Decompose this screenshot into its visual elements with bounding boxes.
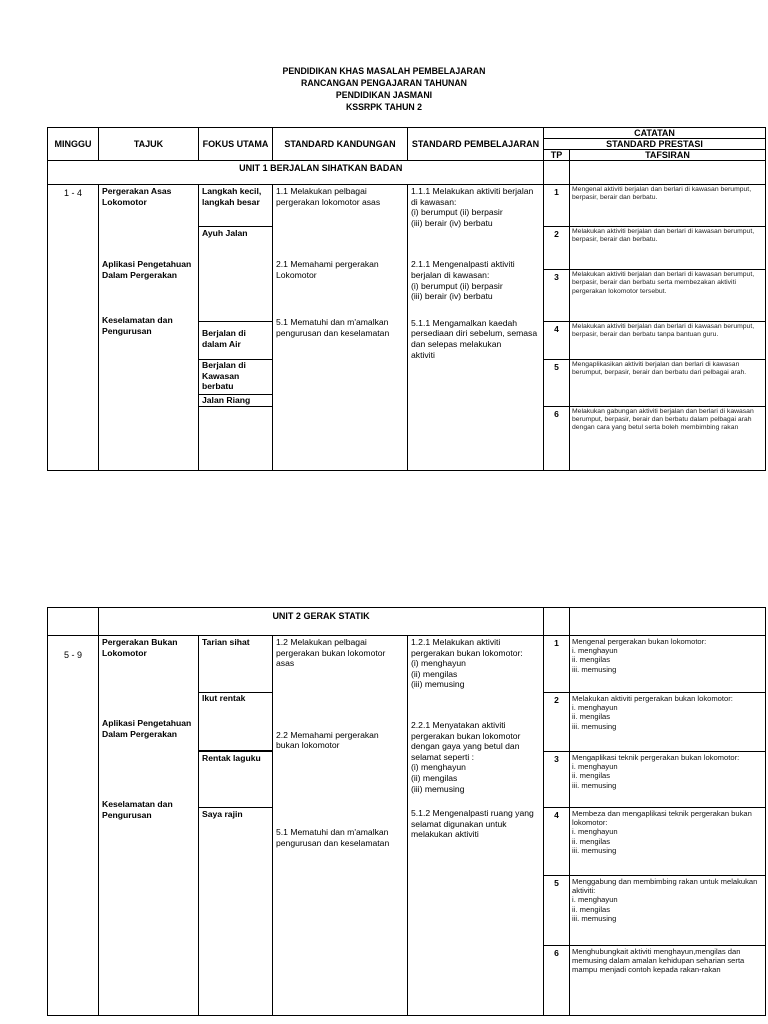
header-fokus: FOKUS UTAMA [199,128,273,161]
title-line: KSSRPK TAHUN 2 [345,102,423,113]
pembelajaran-line: (iii) berair (iv) berbatu [411,291,493,302]
pembelajaran-line: (iii) berair (iv) berbatu [411,217,493,228]
tafsiran-line: i. menghayun [572,827,618,837]
tafsiran-text: Mengaplikasikan aktiviti berjalan dan berlari di kawasan berumput, berpasir, berair dan berbatu dari pelbagai arah. [570,360,766,407]
tp-number: 5 [544,876,570,946]
tp-number: 5 [544,360,570,407]
kandungan-item: 5.1 Mematuhi dan m'amalkan pengurusan dan keselamatan [276,826,390,848]
tp-number: 6 [544,406,570,470]
tp-number: 2 [544,227,570,270]
tajuk-item: Pergerakan Bukan Lokomotor [102,637,178,658]
tafsiran-text [570,693,766,752]
title-line: RANCANGAN PENGAJARAN TAHUNAN [301,78,467,89]
tafsiran-text [570,752,766,808]
tafsiran-line: i. menghayun [572,646,618,656]
pembelajaran-line: 2.2.1 Menyatakan aktiviti pergerakan bukan lokomotor dengan gaya yang betul dan selamat seperti : [411,719,521,762]
tp-number: 1 [544,636,570,693]
header-catatan: CATATAN [544,128,766,139]
pembelajaran-line: (i) menghayun [411,658,466,669]
unit1-pembelajaran [408,185,544,471]
pembelajaran-line: (ii) mengilas [411,772,458,783]
tp-number: 1 [544,185,570,227]
tafsiran-line: ii. mengilas [572,712,611,722]
tajuk-item: Pergerakan Asas Lokomotor [102,186,172,207]
tafsiran-line: iii. memusing [572,845,617,855]
pembelajaran-line: 1.1.1 Melakukan aktiviti berjalan di kawasan: [411,186,534,207]
unit1-title: UNIT 1 BERJALAN SIHATKAN BADAN [99,161,544,185]
header-tp: TP [544,150,570,161]
kandungan-item: 2.1 Memahami pergerakan Lokomotor [276,259,379,280]
tajuk-item: Keselamatan dan Pengurusan [102,315,173,336]
pembelajaran-line: (i) berumput (ii) berpasir [411,280,503,291]
tafsiran-line: Menghubungkait aktiviti menghayun,mengilas dan memusing dalam amalan kehidupan seharian serta [572,947,745,966]
header-pembelajaran: STANDARD PEMBELAJARAN [408,128,544,161]
tafsiran-text: Melakukan aktiviti berjalan dan berlari di kawasan berumput, berpasir, berair dan berbatu tanpa bantuan guru. [570,322,766,360]
pembelajaran-line: (i) menghayun [411,762,466,773]
pembelajaran-line: (iii) memusing [411,783,465,794]
header-tafsiran: TAFSIRAN [570,150,766,161]
header-kandungan: STANDARD KANDUNGAN [273,128,408,161]
unit1-kandungan [273,185,408,471]
fokus-item: Saya rajin [199,808,273,1016]
tafsiran-line: Mengenal pergerakan bukan lokomotor: [572,637,707,646]
tafsiran-line: iii. memusing [572,913,617,923]
unit2-table [47,607,766,1016]
fokus-item: Tarian sihat [199,636,273,693]
header-prestasi: STANDARD PRESTASI [544,139,766,150]
header-minggu: MINGGU [48,128,99,161]
fokus-group [199,693,273,752]
fokus-item: Ayuh Jalan [199,227,273,322]
tafsiran-text [570,876,766,946]
tajuk-item: Aplikasi Pengetahuan Dalam Pergerakan [102,259,192,280]
pembelajaran-line: 5.1.2 Mengenalpasti ruang yang selamat digunakan untuk melakukan aktiviti [411,808,534,840]
fokus-item: Langkah kecil, langkah besar [199,185,273,227]
tajuk-item: Aplikasi Pengetahuan Dalam Pergerakan [102,718,192,739]
pembelajaran-line: 2.1.1 Mengenalpasti aktiviti berjalan di kawasan: [411,259,515,280]
title-line: PENDIDIKAN JASMANI [335,90,433,101]
fokus-group [199,360,273,407]
tafsiran-line: Melakukan aktiviti pergerakan bukan lokomotor: [572,694,733,703]
tajuk-item: Keselamatan dan Pengurusan [102,799,173,820]
tp-number: 6 [544,946,570,1016]
tafsiran-line: ii. mengilas [572,904,611,914]
tafsiran-line: lokomotor: [572,818,608,828]
tafsiran-line: mampu menjadi contoh kepada rakan-rakan [572,965,721,975]
tafsiran-line: i. menghayun [572,762,618,772]
tafsiran-text: Melakukan aktiviti berjalan dan berlari di kawasan berumput, berpasir, berair dan berbatu serta membezakan aktiviti pergerakan lokomotor tersebut. [570,270,766,322]
fokus-item: Jalan Riang [202,395,251,405]
unit1-tajuk [99,185,199,471]
document-title [0,66,768,114]
header-tajuk: TAJUK [99,128,199,161]
fokus-item: Berjalan di dalam Air [199,322,273,360]
tp-number: 4 [544,322,570,360]
tafsiran-line: iii. memusing [572,721,617,731]
tafsiran-line: i. menghayun [572,895,618,905]
kandungan-item: 1.2 Melakukan pelbagai pergerakan bukan lokomotor asas [276,637,386,669]
tafsiran-line: Menggabung dan membimbing rakan untuk melakukan [572,877,758,886]
pembelajaran-line: aktiviti [411,349,435,360]
tafsiran-line: ii. mengilas [572,655,611,665]
tafsiran-text [570,808,766,876]
tp-number: 4 [544,808,570,876]
tafsiran-text: Melakukan aktiviti berjalan dan berlari di kawasan berumput, berpasir, berair dan berbatu. [570,227,766,270]
pembelajaran-line: (ii) mengilas [411,668,458,679]
pembelajaran-line: (iii) memusing [411,679,465,690]
tafsiran-text [570,946,766,1016]
tp-number: 3 [544,270,570,322]
tafsiran-line: Mengaplikasi teknik pergerakan bukan lokomotor: [572,753,740,762]
unit2-pembelajaran [408,636,544,1016]
tafsiran-line: ii. mengilas [572,836,611,846]
unit2-minggu: 5 - 9 [48,636,99,1016]
tafsiran-text: Mengenal aktiviti berjalan dan berlari di kawasan berumput, berpasir, berair dan berbatu. [570,185,766,227]
tp-number: 2 [544,693,570,752]
pembelajaran-line: 5.1.1 Mengamalkan kaedah persediaan diri sebelum, semasa dan selepas melakukan [411,317,538,349]
fokus-item: Ikut rentak [199,693,272,751]
kandungan-item: 2.2 Memahami pergerakan bukan lokomotor [276,729,379,751]
fokus-item: Rentak laguku [199,752,273,808]
pembelajaran-line: 1.2.1 Melakukan aktiviti pergerakan bukan lokomotor: [411,637,523,658]
kandungan-item: 5.1 Mematuhi dan m'amalkan pengurusan dan keselamatan [276,317,390,338]
tp-number: 3 [544,752,570,808]
tafsiran-text: Melakukan gabungan aktiviti berjalan dan berlari di kawasan berumput, berpasir, berair dan berbatu dalam pelbagai arah dengan cara yang betul serta boleh membimbing rakan [570,406,766,470]
tafsiran-text [570,636,766,693]
tafsiran-line: i. menghayun [572,703,618,713]
tafsiran-line: Membeza dan mengaplikasi teknik pergerakan bukan [572,809,752,818]
tafsiran-line: iii. memusing [572,664,617,674]
tafsiran-line: ii. mengilas [572,771,611,781]
title-line: PENDIDIKAN KHAS MASALAH PEMBELAJARAN [282,66,486,77]
kandungan-item: 1.1 Melakukan pelbagai pergerakan lokomotor asas [276,186,381,207]
unit2-title: UNIT 2 GERAK STATIK [99,608,544,636]
unit1-minggu: 1 - 4 [48,185,99,471]
tafsiran-line: iii. memusing [572,780,617,790]
unit1-table [47,127,766,471]
fokus-item: Berjalan di Kawasan berbatu [199,360,272,395]
pembelajaran-line: (i) berumput (ii) berpasir [411,207,503,218]
tafsiran-line: aktiviti: [572,886,596,896]
unit2-tajuk [99,636,199,1016]
unit2-kandungan [273,636,408,1016]
